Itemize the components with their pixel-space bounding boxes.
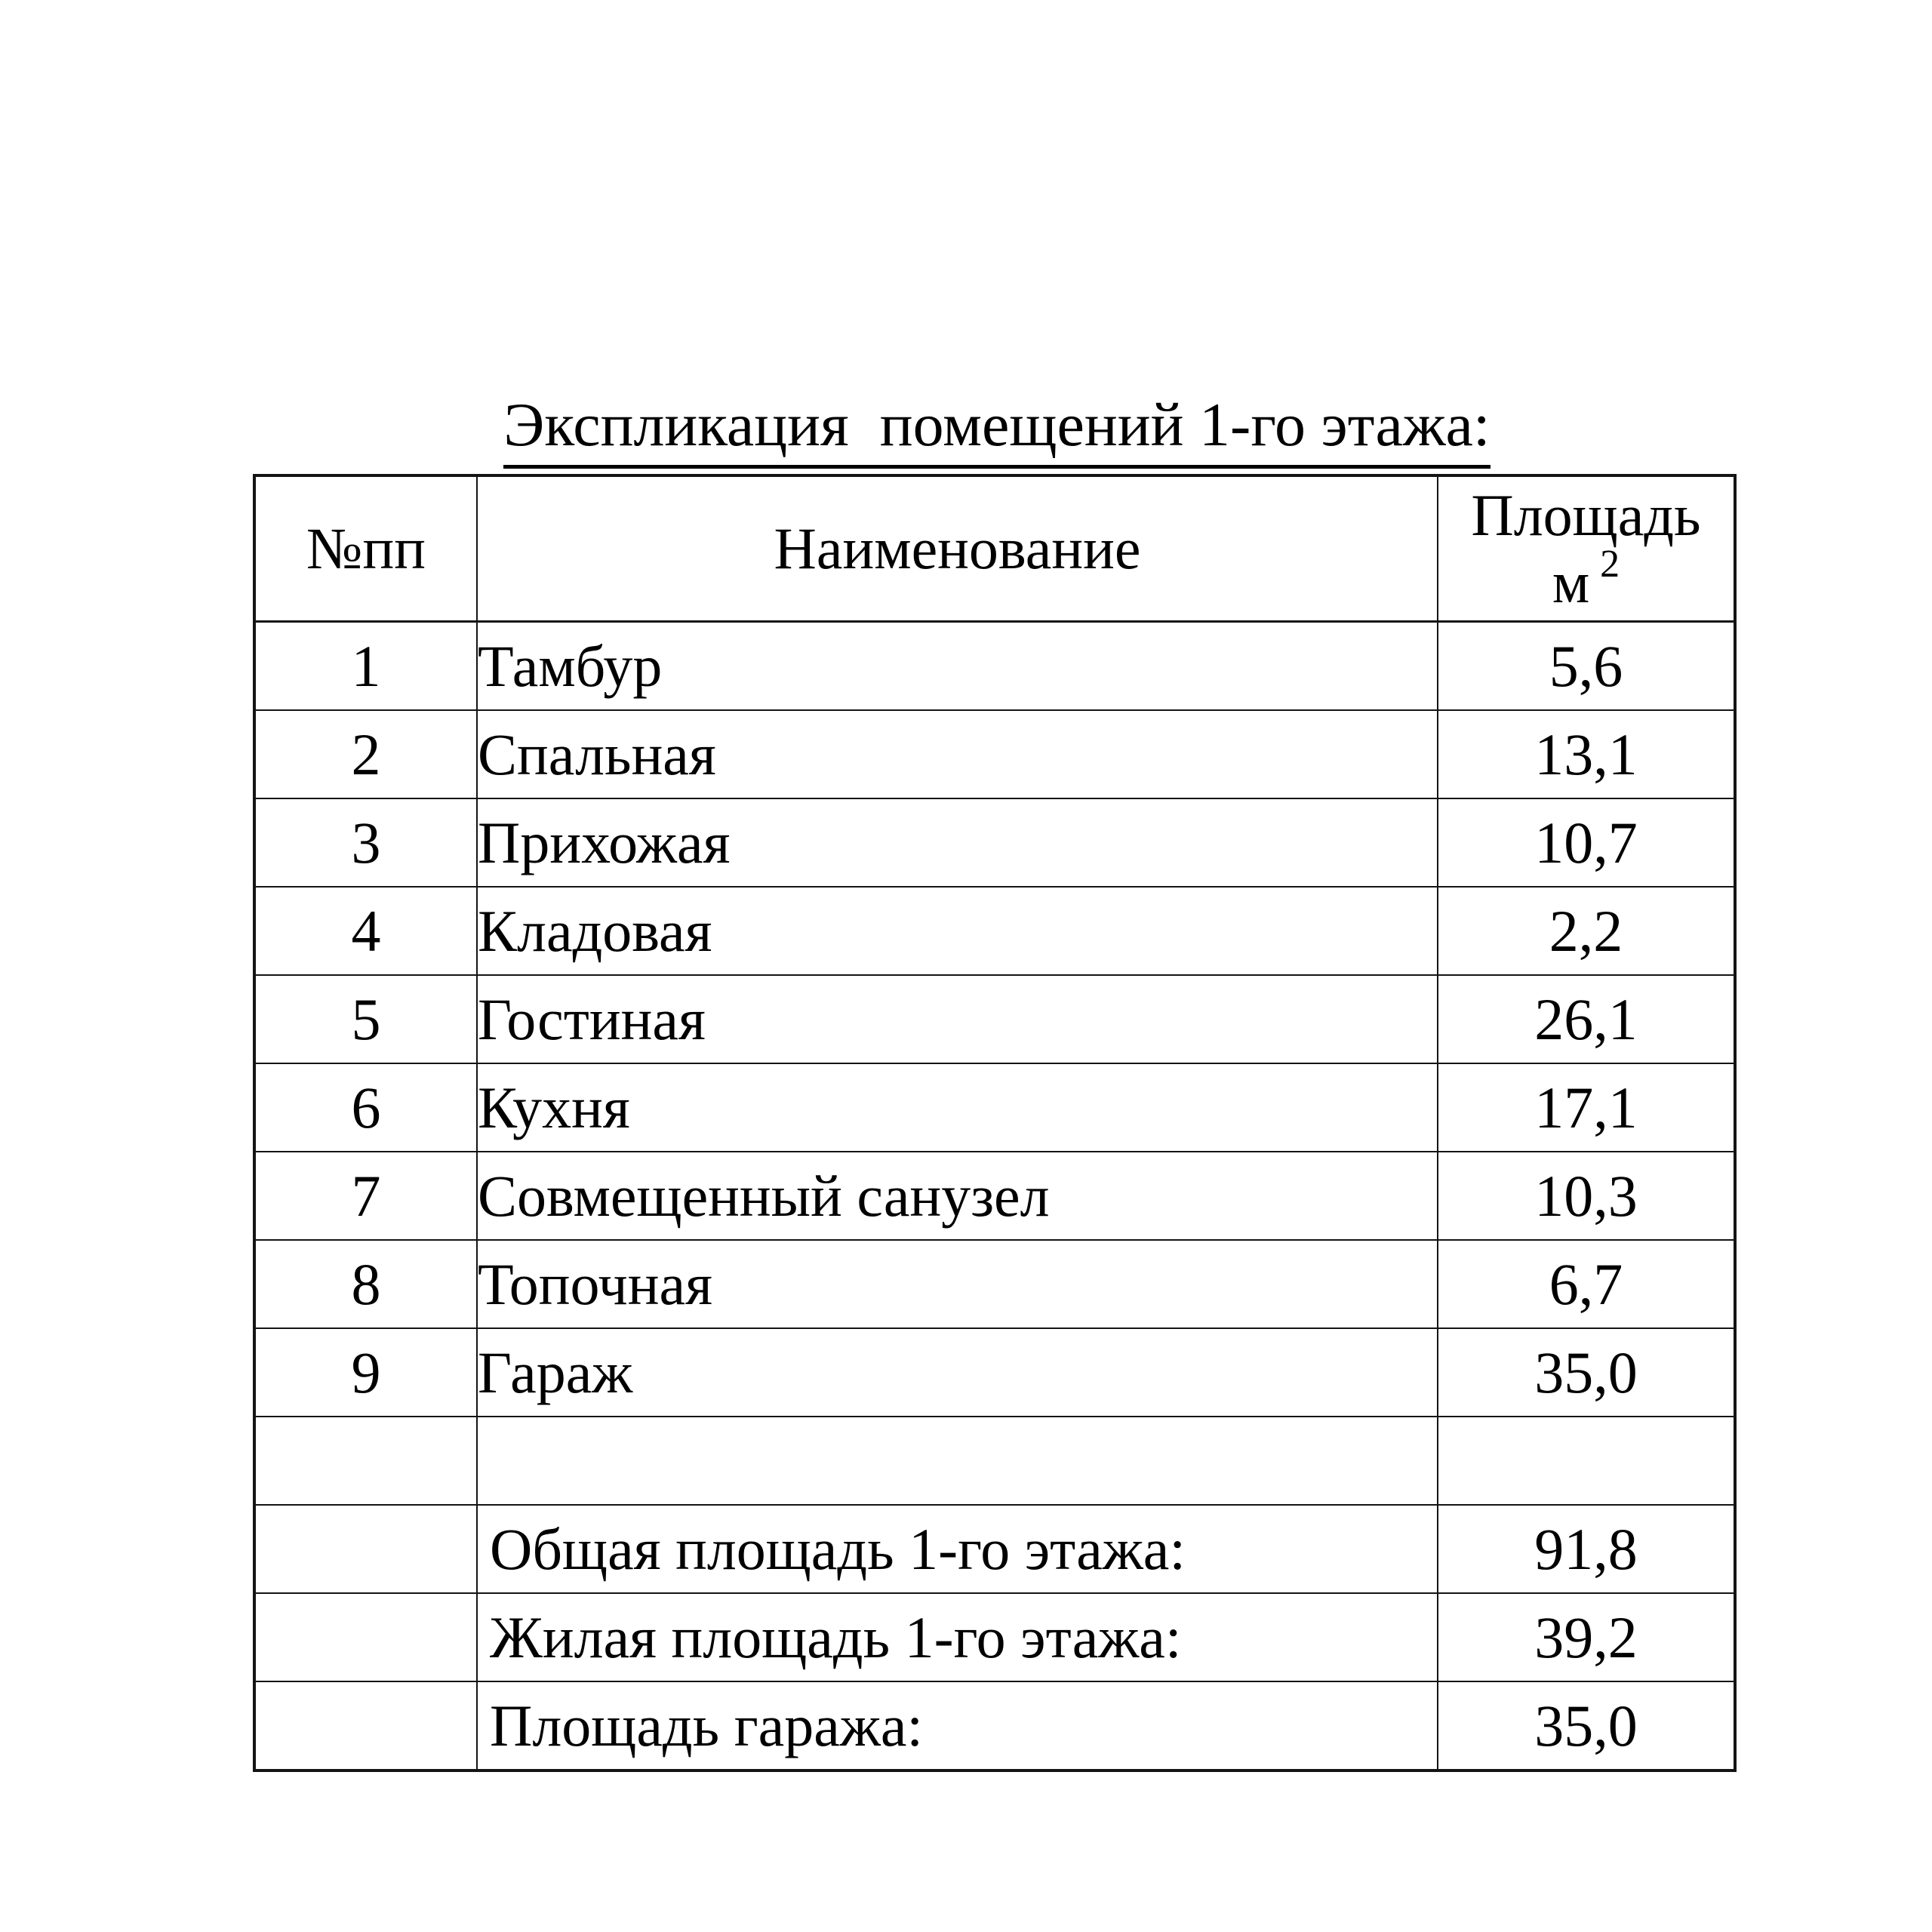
- summary-row: [254, 1593, 1735, 1681]
- table-row: [254, 1240, 1735, 1328]
- header-area-sup: 2: [1600, 543, 1620, 586]
- room-name-cell: Тамбур: [477, 622, 1438, 711]
- rooms-table: [253, 474, 1737, 1772]
- summary-area-cell: 91,8: [1438, 1505, 1735, 1593]
- room-name-cell: Гараж: [477, 1328, 1438, 1417]
- summary-label-cell: Жилая площадь 1-го этажа:: [477, 1593, 1438, 1681]
- room-name-cell: Спальная: [477, 710, 1438, 798]
- room-name-cell: Кухня: [477, 1063, 1438, 1152]
- empty-cell: [254, 1417, 477, 1505]
- row-number-cell: 8: [254, 1240, 477, 1328]
- row-number-cell: 1: [254, 622, 477, 711]
- row-number-cell: 7: [254, 1152, 477, 1240]
- room-area-cell: 26,1: [1438, 975, 1735, 1063]
- table-row: [254, 1152, 1735, 1240]
- room-area-cell: 6,7: [1438, 1240, 1735, 1328]
- summary-area-cell: 39,2: [1438, 1593, 1735, 1681]
- empty-row: [254, 1417, 1735, 1505]
- summary-label-cell: Общая площадь 1-го этажа:: [477, 1505, 1438, 1593]
- room-area-cell: 13,1: [1438, 710, 1735, 798]
- table-header-row: [254, 475, 1735, 622]
- room-name-cell: Топочная: [477, 1240, 1438, 1328]
- header-name: Наименование: [477, 475, 1438, 622]
- summary-area-cell: 35,0: [1438, 1681, 1735, 1770]
- table-row: [254, 622, 1735, 711]
- page-title-text: Экспликация помещений 1-го этажа:: [503, 391, 1490, 469]
- empty-cell: [254, 1505, 477, 1593]
- room-name-cell: Совмещенный санузел: [477, 1152, 1438, 1240]
- header-area: [1438, 475, 1735, 622]
- row-number-cell: 2: [254, 710, 477, 798]
- row-number-cell: 9: [254, 1328, 477, 1417]
- empty-cell: [254, 1593, 477, 1681]
- room-area-cell: 2,2: [1438, 887, 1735, 975]
- room-area-cell: 10,7: [1438, 798, 1735, 887]
- table-row: [254, 710, 1735, 798]
- summary-row: [254, 1681, 1735, 1770]
- room-name-cell: Кладовая: [477, 887, 1438, 975]
- table-row: [254, 975, 1735, 1063]
- row-number-cell: 4: [254, 887, 477, 975]
- table-row: [254, 798, 1735, 887]
- table-row: [254, 1328, 1735, 1417]
- room-area-cell: 17,1: [1438, 1063, 1735, 1152]
- row-number-cell: 5: [254, 975, 477, 1063]
- table-row: [254, 887, 1735, 975]
- empty-cell: [254, 1681, 477, 1770]
- row-number-cell: 6: [254, 1063, 477, 1152]
- summary-row: [254, 1505, 1735, 1593]
- room-area-cell: 10,3: [1438, 1152, 1735, 1240]
- empty-cell: [1438, 1417, 1735, 1505]
- table-row: [254, 1063, 1735, 1152]
- empty-cell: [477, 1417, 1438, 1505]
- summary-label-cell: Площадь гаража:: [477, 1681, 1438, 1770]
- header-num: №пп: [254, 475, 477, 622]
- row-number-cell: 3: [254, 798, 477, 887]
- room-name-cell: Гостиная: [477, 975, 1438, 1063]
- room-area-cell: 35,0: [1438, 1328, 1735, 1417]
- room-area-cell: 5,6: [1438, 622, 1735, 711]
- room-name-cell: Прихожая: [477, 798, 1438, 887]
- header-area-unit: м: [1552, 549, 1590, 616]
- header-area-word: Площадь: [1471, 482, 1701, 549]
